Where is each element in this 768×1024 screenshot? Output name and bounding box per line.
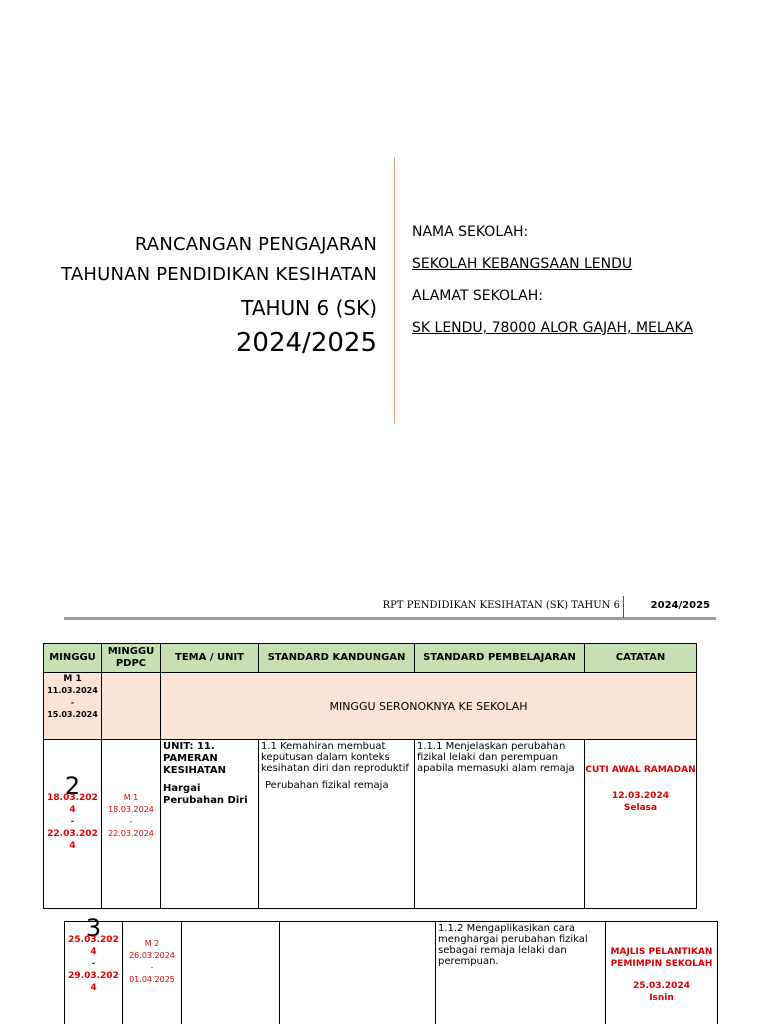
table-row xyxy=(44,673,697,740)
week-cell xyxy=(65,914,123,1024)
note-date: 12.03.2024 xyxy=(612,791,669,801)
standard-kandungan-sub: Perubahan fizikal remaja xyxy=(265,780,389,791)
note-date: 25.03.2024 xyxy=(633,981,690,991)
pdpc-date-dash: - xyxy=(129,817,133,826)
pdpc-date-start: 18.03.2024 xyxy=(108,805,154,814)
pdpc-cell xyxy=(102,740,161,909)
week-date-dash: - xyxy=(70,698,75,707)
week-date-end: 22.03.202 xyxy=(47,829,98,839)
standard-kandungan-text: 1.1 Kemahiran membuat keputusan dalam konteks kesihatan diri dan reproduktif xyxy=(261,741,409,774)
week-date-dash: - xyxy=(91,959,96,969)
school-address: SK LENDU, 78000 ALOR GAJAH, MELAKA xyxy=(412,320,694,336)
cover-title-line2: TAHUNAN PENDIDIKAN KESIHATAN xyxy=(61,264,377,285)
pdpc-cell xyxy=(102,673,161,740)
pdpc-cell xyxy=(123,922,182,1024)
col-header-tema-unit: TEMA / UNIT xyxy=(161,644,259,673)
week-date-end: 15.03.2024 xyxy=(47,710,98,719)
cover-year: 2024/2025 xyxy=(235,328,377,358)
unit-cell xyxy=(182,922,280,1024)
col-header-catatan: CATATAN xyxy=(585,644,697,673)
week-date-start-suffix: 4 xyxy=(69,805,76,815)
note-day: Selasa xyxy=(623,803,658,813)
week-number: 2 xyxy=(64,772,81,800)
standard-pembelajaran-cell: 1.1.1 Menjelaskan perubahan fizikal lelaki dan perempuan apabila memasuki alam remaja xyxy=(415,740,585,909)
col-header-minggu: MINGGU xyxy=(44,644,102,673)
standard-kandungan-cell xyxy=(259,740,415,909)
cover-title-line1: RANCANGAN PENGAJARAN xyxy=(134,234,377,255)
school-info xyxy=(412,222,693,350)
rpt-table-continued xyxy=(64,914,718,1024)
pdpc-date-start: 26.03.2024 xyxy=(129,951,175,960)
week-date-start: 18.03.202 xyxy=(47,793,98,803)
school-name: SEKOLAH KEBANGSAAN LENDU xyxy=(412,256,633,272)
col-header-minggu-pdpc: MINGGU PDPC xyxy=(102,644,161,673)
pdpc-code: M 2 xyxy=(144,939,160,948)
catatan-cell xyxy=(585,740,697,909)
unit-subtitle: Hargai Perubahan Diri xyxy=(163,783,248,806)
running-header-title: RPT PENDIDIKAN KESIHATAN (SK) TAHUN 6 xyxy=(382,600,620,611)
rpt-table xyxy=(43,643,697,909)
pdpc-date-dash: - xyxy=(150,963,154,972)
running-header-year: 2024/2025 xyxy=(650,600,710,611)
table-header-row xyxy=(44,644,697,673)
running-header-separator xyxy=(623,596,624,618)
week-code: M 1 xyxy=(63,674,82,684)
school-address-label: ALAMAT SEKOLAH: xyxy=(412,288,543,304)
note-day: Isnin xyxy=(649,993,674,1003)
cover-title-line3: TAHUN 6 (SK) xyxy=(241,296,377,320)
unit-title: UNIT: 11. PAMERAN KESIHATAN xyxy=(163,741,226,776)
cover-divider xyxy=(394,157,395,424)
week-cell xyxy=(44,673,102,740)
table-row xyxy=(65,922,718,1024)
running-header xyxy=(64,598,716,620)
week-date-start: 11.03.2024 xyxy=(47,686,98,695)
note-title: CUTI AWAL RAMADAN xyxy=(585,765,696,775)
week-date-end-suffix: 4 xyxy=(69,841,76,851)
week-date-dash: - xyxy=(70,817,75,827)
pdpc-date-end: 01.04.2025 xyxy=(129,975,175,984)
week-date-end: 29.03.202 xyxy=(68,971,119,981)
standard-kandungan-cell xyxy=(280,922,436,1024)
week-date-start: 25.03.202 xyxy=(68,935,119,945)
note-title: MAJLIS PELANTIKAN PEMIMPIN SEKOLAH xyxy=(610,947,713,969)
week-cell xyxy=(44,740,102,909)
col-header-standard-pembelajaran: STANDARD PEMBELAJARAN xyxy=(415,644,585,673)
col-header-standard-kandungan: STANDARD KANDUNGAN xyxy=(259,644,415,673)
table-row xyxy=(44,740,697,909)
pdpc-date-end: 22.03.2024 xyxy=(108,829,154,838)
week-date-start-suffix: 4 xyxy=(90,947,97,957)
cover-title xyxy=(61,230,377,360)
banner-cell: MINGGU SERONOKNYA KE SEKOLAH xyxy=(161,673,697,740)
catatan-cell xyxy=(606,922,718,1024)
school-name-label: NAMA SEKOLAH: xyxy=(412,224,529,240)
week-date-end-suffix: 4 xyxy=(90,983,97,993)
pdpc-code: M 1 xyxy=(123,793,139,802)
unit-cell xyxy=(161,740,259,909)
standard-pembelajaran-cell: 1.1.2 Mengaplikasikan cara menghargai perubahan fizikal sebagai remaja lelaki dan perempuan. xyxy=(436,922,606,1024)
week-number: 3 xyxy=(85,914,102,942)
